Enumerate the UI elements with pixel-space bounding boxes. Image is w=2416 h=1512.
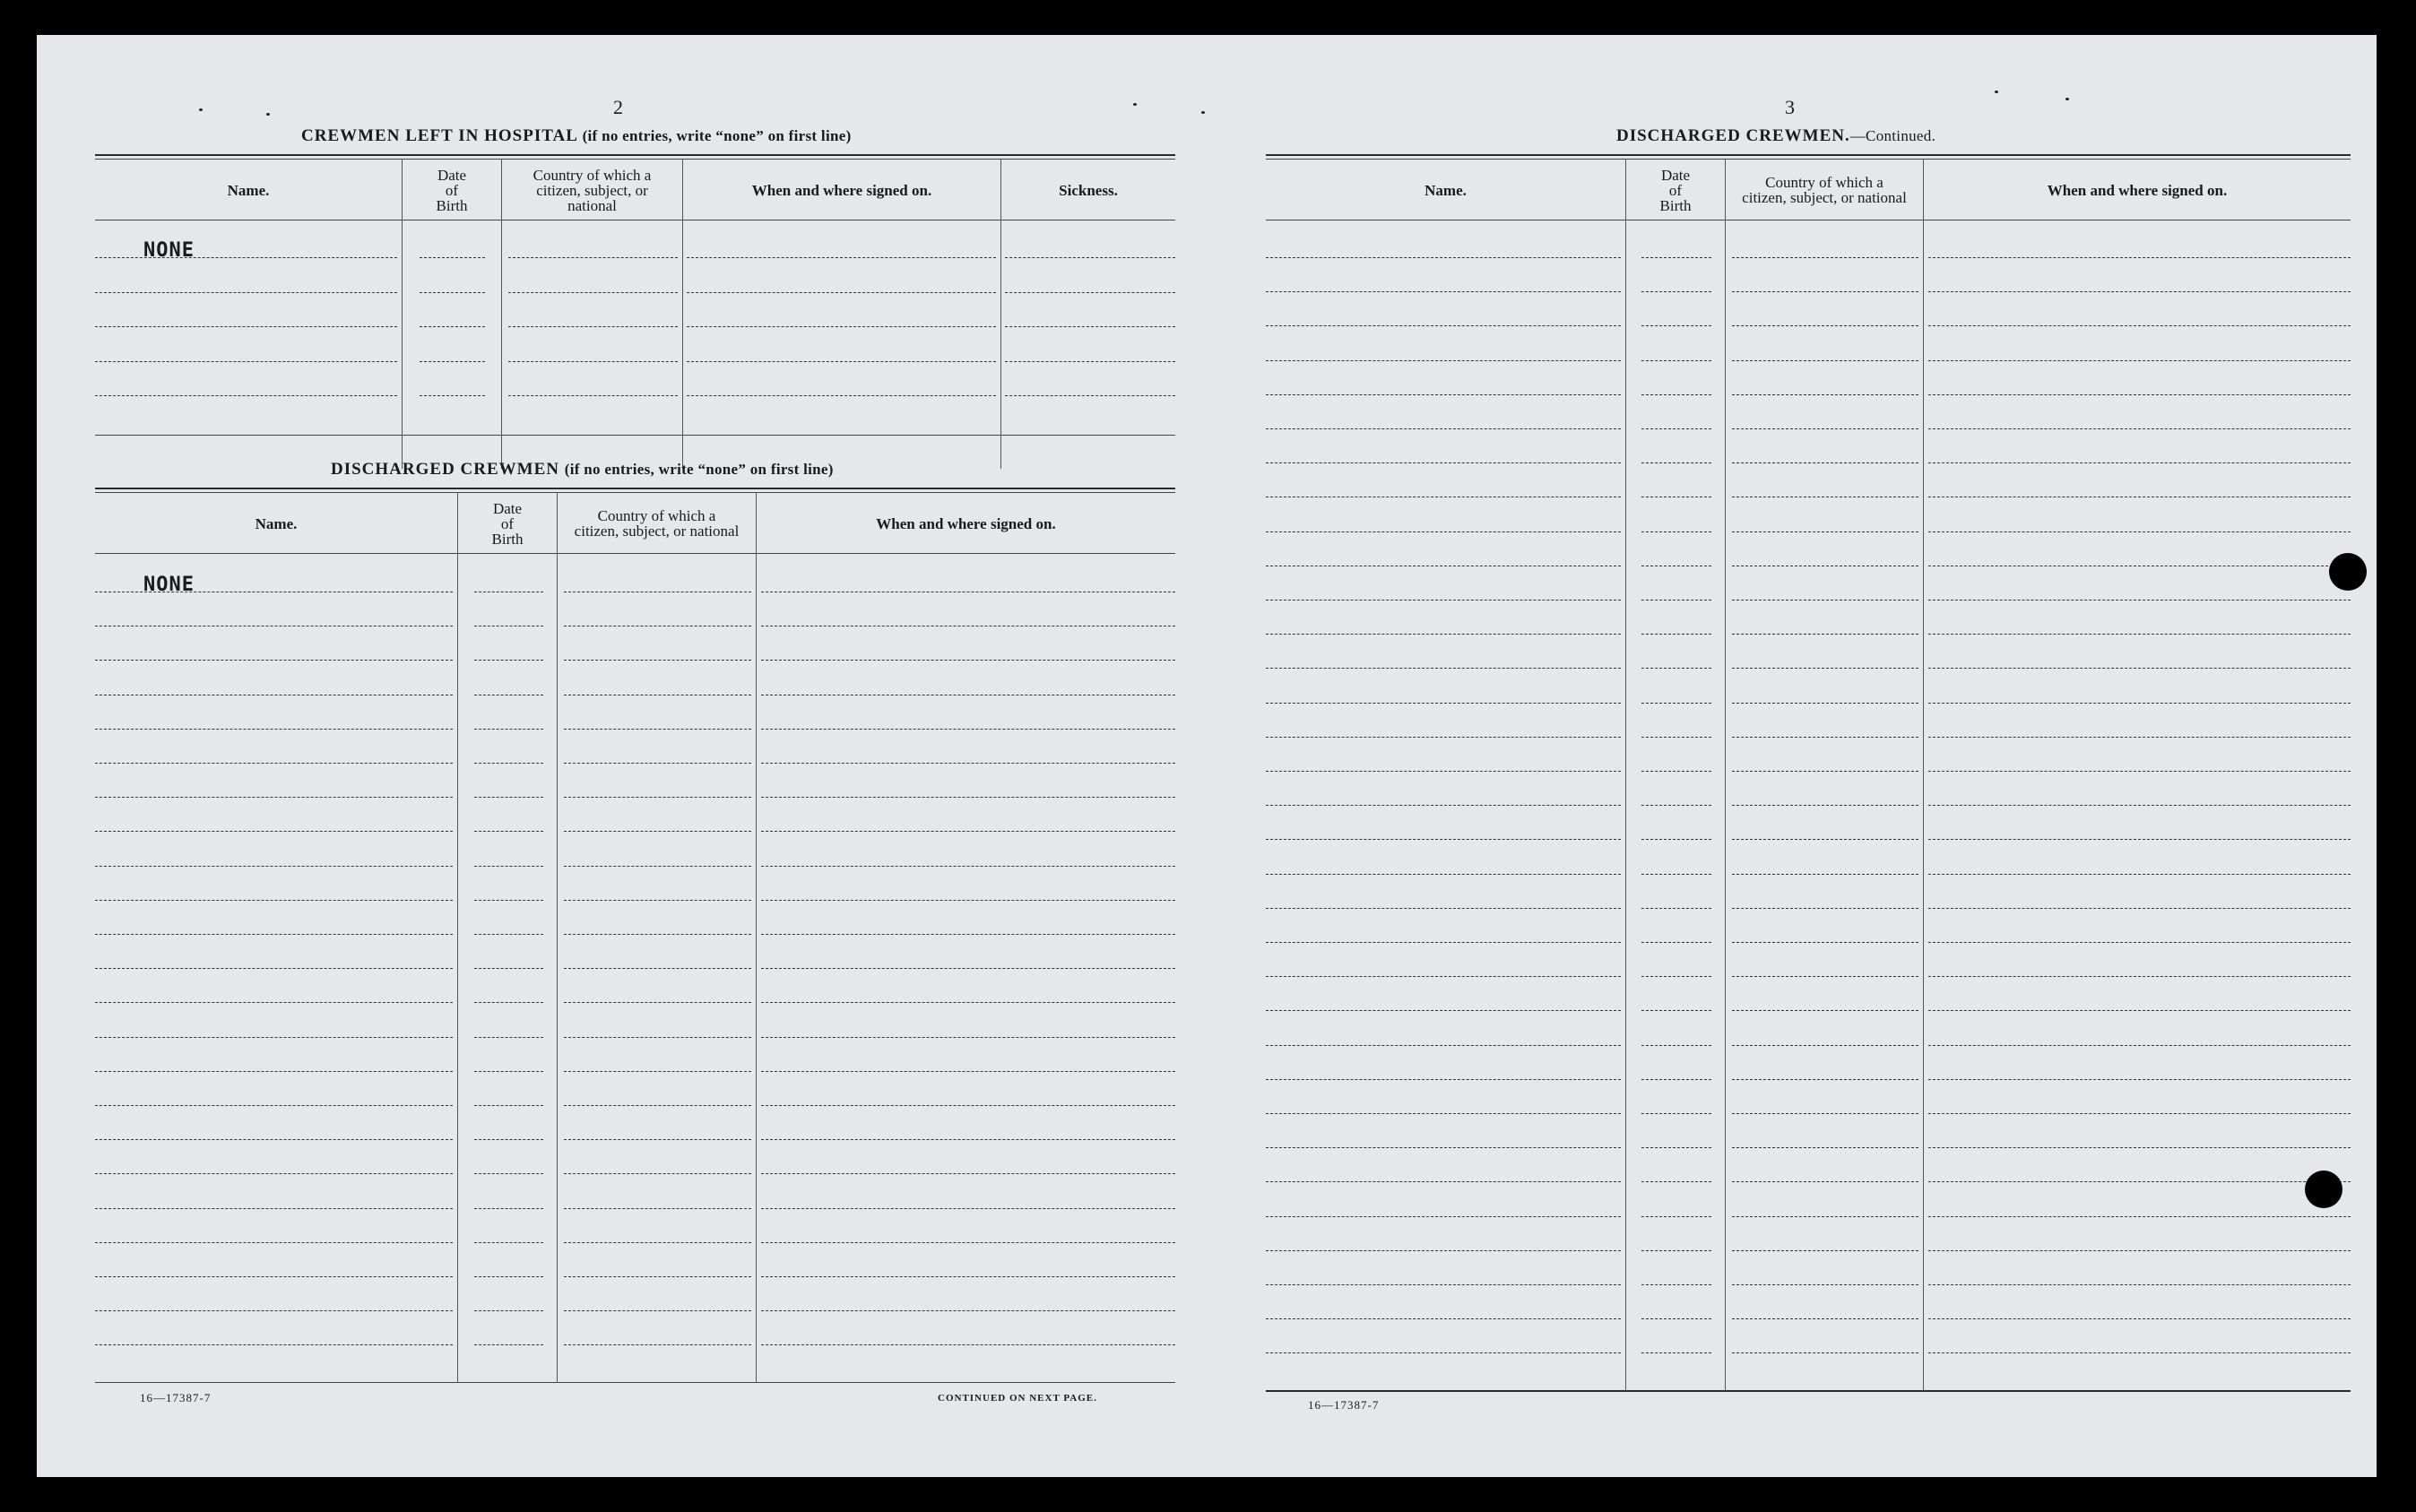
- discharged-col-signed: When and where signed on.: [876, 514, 1056, 532]
- ruled-line: [761, 763, 1175, 764]
- right-col-divider-1: [1625, 159, 1626, 1390]
- right-col-dob: Date of Birth: [1659, 166, 1692, 214]
- ruled-line: [1732, 737, 1918, 738]
- ruled-line: [1928, 1352, 2351, 1353]
- ruled-line: [564, 797, 751, 798]
- ruled-line: [95, 1276, 453, 1277]
- ruled-line: [1641, 1352, 1711, 1353]
- hospital-top-rule: [95, 154, 1175, 156]
- ruled-line: [1641, 668, 1711, 669]
- ruled-line: [1732, 703, 1918, 704]
- ruled-line: [1928, 1181, 2351, 1182]
- ruled-line: [474, 968, 543, 969]
- ruled-line: [474, 1002, 543, 1003]
- ruled-line: [1928, 1216, 2351, 1217]
- ruled-line: [1266, 1113, 1621, 1114]
- discharged-title-text: DISCHARGED CREWMEN: [331, 460, 559, 479]
- right-top-rule: [1266, 154, 2351, 156]
- discharged-section-title: [331, 460, 834, 480]
- ruled-line: [1732, 1250, 1918, 1251]
- ruled-line: [95, 1344, 453, 1345]
- ruled-line: [95, 1242, 453, 1243]
- ruled-line: [1005, 292, 1175, 293]
- ruled-line: [1266, 805, 1621, 806]
- ruled-line: [95, 292, 397, 293]
- ruled-line: [508, 292, 678, 293]
- ruled-line: [474, 1208, 543, 1209]
- ruled-line: [508, 395, 678, 396]
- ruled-line: [95, 763, 453, 764]
- ruled-line: [1732, 1147, 1918, 1148]
- ruled-line: [564, 900, 751, 901]
- ruled-line: [1266, 1045, 1621, 1046]
- ruled-line: [1641, 1045, 1711, 1046]
- ruled-line: [1641, 703, 1711, 704]
- ruled-line: [1641, 634, 1711, 635]
- ruled-line: [420, 257, 485, 258]
- punch-hole-lower: [2305, 1171, 2342, 1208]
- ruled-line: [420, 326, 485, 327]
- ruled-line: [1732, 1079, 1918, 1080]
- ruled-line: [474, 1037, 543, 1038]
- ruled-line: [1266, 291, 1621, 292]
- ruled-line: [564, 866, 751, 867]
- ruled-line: [564, 1139, 751, 1140]
- ruled-line: [95, 797, 453, 798]
- right-col-divider-3: [1923, 159, 1924, 1390]
- ruled-line: [564, 968, 751, 969]
- ruled-line: [564, 729, 751, 730]
- ruled-line: [1732, 1216, 1918, 1217]
- right-col-signed: When and where signed on.: [2047, 181, 2228, 199]
- ruled-line: [564, 660, 751, 661]
- ruled-line: [95, 660, 453, 661]
- ruled-line: [1928, 805, 2351, 806]
- ruled-line: [95, 1002, 453, 1003]
- speck: [266, 113, 270, 116]
- ruled-line: [761, 1344, 1175, 1345]
- ruled-line: [1005, 257, 1175, 258]
- ruled-line: [95, 1105, 453, 1106]
- speck: [1201, 111, 1205, 114]
- ruled-line: [1928, 874, 2351, 875]
- speck: [199, 108, 203, 111]
- ruled-line: [1266, 394, 1621, 395]
- ruled-line: [564, 1276, 751, 1277]
- ruled-line: [1641, 1318, 1711, 1319]
- ruled-line: [1641, 805, 1711, 806]
- ruled-line: [1928, 634, 2351, 635]
- ruled-line: [95, 326, 397, 327]
- ruled-line: [761, 660, 1175, 661]
- ruled-line: [1928, 771, 2351, 772]
- form-number-right: 16—17387-7: [1308, 1398, 1380, 1412]
- ruled-line: [1641, 1250, 1711, 1251]
- speck: [1133, 103, 1137, 106]
- ruled-line: [1266, 634, 1621, 635]
- ruled-line: [761, 1105, 1175, 1106]
- ruled-line: [1928, 1318, 2351, 1319]
- hospital-title-text: CREWMEN LEFT IN HOSPITAL: [301, 126, 577, 145]
- ruled-line: [1266, 1250, 1621, 1251]
- ruled-line: [1005, 395, 1175, 396]
- ruled-line: [1266, 1284, 1621, 1285]
- ruled-line: [1928, 257, 2351, 258]
- ruled-line: [1641, 908, 1711, 909]
- right-bottom-rule: [1266, 1390, 2351, 1392]
- ruled-line: [474, 1344, 543, 1345]
- right-col-country: Country of which a citizen, subject, or national: [1742, 174, 1907, 206]
- ruled-line: [1641, 1113, 1711, 1114]
- discharged-bottom-rule: [95, 1382, 1175, 1383]
- ruled-line: [564, 1037, 751, 1038]
- hospital-section-title: [301, 126, 852, 146]
- hospital-subtitle: (if no entries, write “none” on first line): [582, 127, 852, 144]
- ruled-line: [474, 695, 543, 696]
- ruled-line: [474, 797, 543, 798]
- ruled-line: [761, 1037, 1175, 1038]
- ruled-line: [1928, 976, 2351, 977]
- ruled-line: [1005, 326, 1175, 327]
- ruled-line: [761, 1002, 1175, 1003]
- ruled-line: [761, 866, 1175, 867]
- ruled-line: [1266, 325, 1621, 326]
- ruled-line: [474, 1173, 543, 1174]
- ruled-line: [1641, 1284, 1711, 1285]
- continued-note: CONTINUED ON NEXT PAGE.: [938, 1393, 1097, 1404]
- ruled-line: [95, 695, 453, 696]
- ruled-line: [1928, 428, 2351, 429]
- ruled-line: [1732, 942, 1918, 943]
- ruled-line: [761, 1208, 1175, 1209]
- ruled-line: [1266, 874, 1621, 875]
- ruled-line: [564, 1242, 751, 1243]
- ruled-line: [761, 900, 1175, 901]
- ruled-line: [1732, 908, 1918, 909]
- ruled-line: [1641, 771, 1711, 772]
- discharged-top-rule: [95, 488, 1175, 489]
- ruled-line: [1732, 428, 1918, 429]
- ruled-line: [761, 831, 1175, 832]
- discharged-col-dob: Date of Birth: [491, 499, 524, 548]
- ruled-line: [1641, 257, 1711, 258]
- ruled-line: [761, 729, 1175, 730]
- ruled-line: [1266, 668, 1621, 669]
- ruled-line: [1266, 1318, 1621, 1319]
- ruled-line: [1266, 257, 1621, 258]
- ruled-line: [1266, 771, 1621, 772]
- right-section-title: [1616, 126, 1935, 146]
- ruled-line: [1928, 1010, 2351, 1011]
- ruled-line: [1266, 976, 1621, 977]
- ruled-line: [1641, 1010, 1711, 1011]
- ruled-line: [1928, 839, 2351, 840]
- ruled-line: [1266, 1352, 1621, 1353]
- ruled-line: [564, 934, 751, 935]
- hospital-col-country: Country of which a citizen, subject, or national: [533, 166, 652, 214]
- hospital-first-entry: NONE: [143, 239, 195, 262]
- ruled-line: [1266, 839, 1621, 840]
- ruled-line: [1266, 737, 1621, 738]
- ruled-line: [474, 1139, 543, 1140]
- ruled-line: [564, 1208, 751, 1209]
- ruled-line: [761, 1242, 1175, 1243]
- ruled-line: [474, 763, 543, 764]
- ruled-line: [1266, 428, 1621, 429]
- ruled-line: [1928, 531, 2351, 532]
- ruled-line: [564, 1310, 751, 1311]
- ruled-line: [1732, 1010, 1918, 1011]
- ruled-line: [1641, 874, 1711, 875]
- ruled-line: [1641, 1147, 1711, 1148]
- discharged-col-divider-2: [557, 492, 558, 1383]
- ruled-line: [1266, 703, 1621, 704]
- ruled-line: [1266, 1147, 1621, 1148]
- ruled-line: [420, 395, 485, 396]
- hospital-col-name: Name.: [227, 181, 270, 199]
- right-title-suffix: —Continued.: [1849, 127, 1936, 144]
- ruled-line: [1928, 291, 2351, 292]
- ruled-line: [761, 1139, 1175, 1140]
- discharged-col-divider-3: [756, 492, 757, 1383]
- ruled-line: [1732, 805, 1918, 806]
- speck: [1995, 91, 1998, 93]
- ruled-line: [1928, 668, 2351, 669]
- ruled-line: [761, 695, 1175, 696]
- ruled-line: [1928, 360, 2351, 361]
- ruled-line: [95, 1037, 453, 1038]
- ruled-line: [1641, 291, 1711, 292]
- ruled-line: [95, 1208, 453, 1209]
- ruled-line: [1928, 1250, 2351, 1251]
- ruled-line: [687, 361, 996, 362]
- ruled-line: [474, 1310, 543, 1311]
- ruled-line: [1266, 1079, 1621, 1080]
- ruled-line: [1641, 325, 1711, 326]
- ruled-line: [1732, 976, 1918, 977]
- ruled-line: [1641, 976, 1711, 977]
- ruled-line: [1732, 874, 1918, 875]
- ruled-line: [474, 1071, 543, 1072]
- ruled-line: [1928, 462, 2351, 463]
- ruled-line: [1732, 1284, 1918, 1285]
- ruled-line: [761, 797, 1175, 798]
- ruled-line: [1641, 462, 1711, 463]
- ruled-line: [95, 1071, 453, 1072]
- ruled-line: [1732, 1113, 1918, 1114]
- ruled-line: [95, 395, 397, 396]
- ruled-line: [1928, 737, 2351, 738]
- hospital-top-rule-2: [95, 159, 1175, 160]
- discharged-top-rule-2: [95, 492, 1175, 493]
- ruled-line: [1928, 1045, 2351, 1046]
- ruled-line: [1928, 1284, 2351, 1285]
- ruled-line: [1732, 394, 1918, 395]
- ruled-line: [1641, 1181, 1711, 1182]
- ruled-line: [95, 934, 453, 935]
- discharged-header-rule: [95, 553, 1175, 554]
- ruled-line: [1732, 1352, 1918, 1353]
- ruled-line: [1641, 839, 1711, 840]
- ruled-line: [687, 257, 996, 258]
- ruled-line: [1732, 462, 1918, 463]
- ruled-line: [95, 831, 453, 832]
- ruled-line: [95, 900, 453, 901]
- ruled-line: [564, 1105, 751, 1106]
- ruled-line: [474, 660, 543, 661]
- ruled-line: [95, 1173, 453, 1174]
- ruled-line: [1732, 1045, 1918, 1046]
- ruled-line: [564, 1173, 751, 1174]
- ruled-line: [508, 257, 678, 258]
- ruled-line: [95, 729, 453, 730]
- ruled-line: [1732, 1181, 1918, 1182]
- speck: [2065, 98, 2069, 100]
- ruled-line: [1732, 1318, 1918, 1319]
- ruled-line: [1732, 257, 1918, 258]
- ruled-line: [1732, 325, 1918, 326]
- ruled-line: [1641, 394, 1711, 395]
- discharged-col-divider-1: [457, 492, 458, 1383]
- ruled-line: [1005, 361, 1175, 362]
- discharged-first-entry: NONE: [143, 574, 195, 596]
- ruled-line: [1641, 1216, 1711, 1217]
- ruled-line: [508, 361, 678, 362]
- ruled-line: [564, 1002, 751, 1003]
- ruled-line: [687, 395, 996, 396]
- discharged-col-name: Name.: [255, 514, 298, 532]
- ruled-line: [1732, 771, 1918, 772]
- ruled-line: [95, 1139, 453, 1140]
- page-number-left: 2: [613, 96, 623, 118]
- right-top-rule-2: [1266, 159, 2351, 160]
- ruled-line: [508, 326, 678, 327]
- ruled-line: [761, 1173, 1175, 1174]
- ruled-line: [95, 866, 453, 867]
- ruled-line: [564, 1344, 751, 1345]
- ruled-line: [1928, 908, 2351, 909]
- ruled-line: [1641, 360, 1711, 361]
- ruled-line: [761, 934, 1175, 935]
- ruled-line: [1928, 1079, 2351, 1080]
- ruled-line: [1928, 325, 2351, 326]
- ruled-line: [1266, 360, 1621, 361]
- ruled-line: [1266, 531, 1621, 532]
- hospital-col-signed: When and where signed on.: [751, 181, 932, 199]
- ruled-line: [420, 361, 485, 362]
- ruled-line: [1641, 428, 1711, 429]
- ruled-line: [1928, 942, 2351, 943]
- ruled-line: [564, 1071, 751, 1072]
- ruled-line: [761, 1276, 1175, 1277]
- ruled-line: [1266, 1010, 1621, 1011]
- hospital-col-dob: Date of Birth: [436, 166, 468, 214]
- discharged-subtitle: (if no entries, write “none” on first line): [564, 461, 834, 478]
- ruled-line: [1732, 668, 1918, 669]
- ruled-line: [1266, 1216, 1621, 1217]
- ruled-line: [1641, 942, 1711, 943]
- right-title-text: DISCHARGED CREWMEN.: [1616, 126, 1850, 145]
- hospital-col-sickness: Sickness.: [1059, 181, 1118, 199]
- ruled-line: [1732, 839, 1918, 840]
- ruled-line: [564, 831, 751, 832]
- ruled-line: [1266, 462, 1621, 463]
- right-col-name: Name.: [1424, 181, 1467, 199]
- ruled-line: [1732, 634, 1918, 635]
- ruled-line: [761, 1310, 1175, 1311]
- right-col-divider-2: [1725, 159, 1726, 1390]
- ruled-line: [95, 361, 397, 362]
- punch-hole-upper: [2329, 553, 2367, 591]
- ruled-line: [1732, 291, 1918, 292]
- ruled-line: [95, 968, 453, 969]
- ruled-line: [687, 326, 996, 327]
- ruled-line: [474, 729, 543, 730]
- ruled-line: [1641, 531, 1711, 532]
- ruled-line: [1928, 703, 2351, 704]
- ruled-line: [1732, 360, 1918, 361]
- ruled-line: [474, 866, 543, 867]
- hospital-bottom-rule: [95, 435, 1175, 436]
- ruled-line: [564, 695, 751, 696]
- ruled-line: [95, 257, 397, 258]
- form-number-left: 16—17387-7: [140, 1391, 212, 1404]
- ruled-line: [1732, 531, 1918, 532]
- ruled-line: [1266, 942, 1621, 943]
- ruled-line: [564, 763, 751, 764]
- ruled-line: [474, 831, 543, 832]
- ruled-line: [474, 1105, 543, 1106]
- ruled-line: [761, 1071, 1175, 1072]
- ruled-line: [761, 968, 1175, 969]
- document-sheet: [37, 35, 2377, 1477]
- ruled-line: [1928, 1113, 2351, 1114]
- ruled-line: [1266, 1181, 1621, 1182]
- ruled-line: [1266, 908, 1621, 909]
- ruled-line: [1641, 1079, 1711, 1080]
- ruled-line: [1928, 394, 2351, 395]
- ruled-line: [474, 1242, 543, 1243]
- ruled-line: [474, 934, 543, 935]
- ruled-line: [474, 1276, 543, 1277]
- ruled-line: [1928, 1147, 2351, 1148]
- ruled-line: [95, 1310, 453, 1311]
- ruled-line: [474, 900, 543, 901]
- page-number-right: 3: [1785, 96, 1795, 118]
- discharged-col-country: Country of which a citizen, subject, or national: [574, 507, 740, 540]
- ruled-line: [687, 292, 996, 293]
- ruled-line: [420, 292, 485, 293]
- ruled-line: [1641, 737, 1711, 738]
